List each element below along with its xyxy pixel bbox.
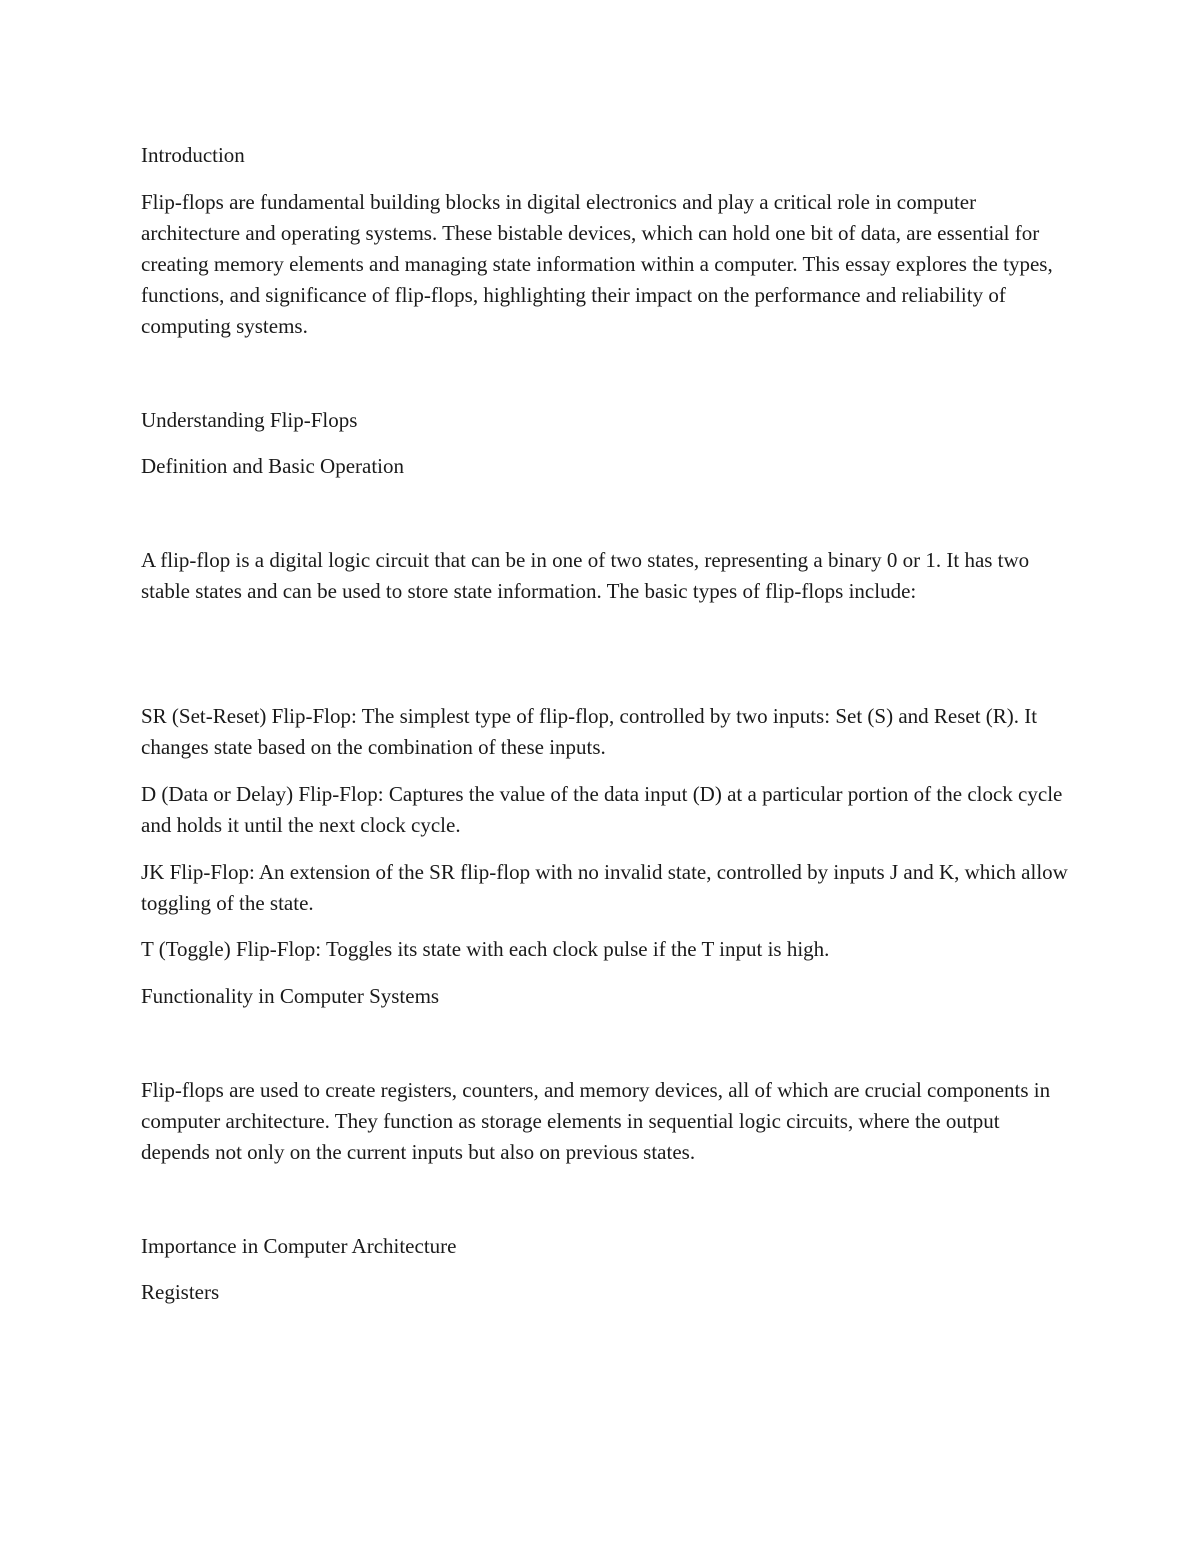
section-heading-introduction: Introduction <box>141 143 245 167</box>
list-item-jk-flip-flop: JK Flip-Flop: An extension of the SR flip-flop with no invalid state, controlled by inputs J and K, which allow toggling of the state. <box>141 860 1068 915</box>
paragraph-definition: A flip-flop is a digital logic circuit that can be in one of two states, representing a binary 0 or 1. It has two stable states and can be used to store state information. The basic types of flip-flops include: <box>141 548 1030 603</box>
list-item-d-flip-flop: D (Data or Delay) Flip-Flop: Captures the value of the data input (D) at a particular portion of the clock cycle and holds it until the next clock cycle. <box>141 782 1063 837</box>
subheading-functionality: Functionality in Computer Systems <box>141 984 440 1008</box>
subheading-definition: Definition and Basic Operation <box>141 454 405 478</box>
paragraph-functionality: Flip-flops are used to create registers, counters, and memory devices, all of which are crucial components in computer architecture. They function as storage elements in sequential logic circuits, where the output depends not only on the current inputs but also on previous states. <box>141 1078 1051 1164</box>
paragraph-introduction: Flip-flops are fundamental building blocks in digital electronics and play a critical role in computer architecture and operating systems. These bistable devices, which can hold one bit of data, are essential for creating memory elements and managing state information within a computer. This essay explores the types, functions, and significance of flip-flops, highlighting their impact on the performance and reliability of computing systems. <box>141 190 1053 338</box>
section-heading-importance: Importance in Computer Architecture <box>141 1234 457 1258</box>
section-heading-understanding: Understanding Flip-Flops <box>141 408 358 432</box>
list-item-sr-flip-flop: SR (Set-Reset) Flip-Flop: The simplest type of flip-flop, controlled by two inputs: Set (S) and Reset (R). It changes state based on the combination of these inputs. <box>141 704 1038 759</box>
list-item-t-flip-flop: T (Toggle) Flip-Flop: Toggles its state with each clock pulse if the T input is high. <box>141 937 830 961</box>
subheading-registers: Registers <box>141 1280 220 1304</box>
